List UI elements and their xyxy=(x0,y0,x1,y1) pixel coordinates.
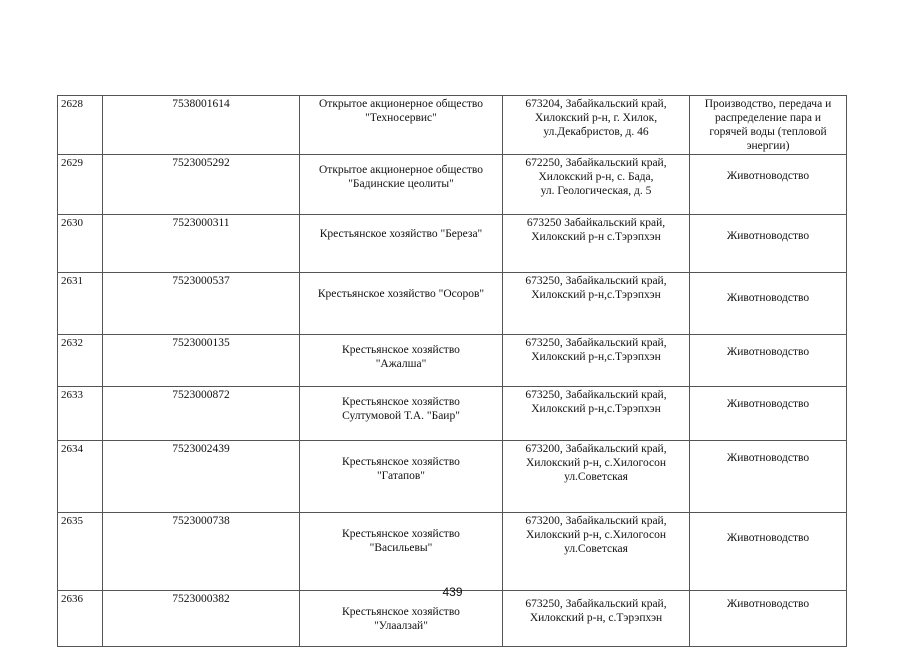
inn-cell: 7523002439 xyxy=(103,441,300,513)
address-line: 673250 Забайкальский край, xyxy=(526,217,666,229)
registry-table xyxy=(57,95,847,647)
company-name-line: "Улаалзай" xyxy=(374,620,428,632)
activity-line: Животноводство xyxy=(726,170,810,182)
company-name-line: "Васильевы" xyxy=(369,542,433,554)
address-line: Хилокский р-н, с.Хилогосон xyxy=(525,529,666,541)
address-cell xyxy=(503,215,690,273)
address-line: 673250, Забайкальский край, xyxy=(525,275,667,287)
table-row xyxy=(58,513,847,591)
row-number: 2632 xyxy=(58,335,103,387)
activity-line: Животноводство xyxy=(726,346,810,358)
activity-cell xyxy=(690,335,847,387)
page-number: 439 xyxy=(442,585,463,599)
activity-cell xyxy=(690,513,847,591)
company-name-line: Крестьянское хозяйство xyxy=(342,396,460,408)
registry-table-body xyxy=(58,96,847,647)
company-name-cell xyxy=(300,96,503,155)
activity-line: горячей воды (тепловой xyxy=(709,126,827,138)
table-row xyxy=(58,273,847,335)
company-name-cell xyxy=(300,441,503,513)
company-name-line: Крестьянское хозяйство "Осоров" xyxy=(317,288,485,300)
inn-cell: 7523000311 xyxy=(103,215,300,273)
address-line: 673200, Забайкальский край, xyxy=(525,515,667,527)
table-row xyxy=(58,335,847,387)
address-line: Хилокский р-н,с.Тэрэпхэн xyxy=(531,289,661,301)
address-line: 673250, Забайкальский край, xyxy=(525,598,667,610)
address-line: 672250, Забайкальский край, xyxy=(525,157,667,169)
address-line: 673250, Забайкальский край, xyxy=(525,337,667,349)
activity-line: Производство, передача и xyxy=(704,98,832,110)
address-line: ул. Геологическая, д. 5 xyxy=(540,185,652,197)
company-name-line: "Ажалша" xyxy=(375,358,427,370)
row-number: 2629 xyxy=(58,155,103,215)
activity-cell xyxy=(690,215,847,273)
company-name-cell xyxy=(300,513,503,591)
address-cell xyxy=(503,387,690,441)
address-line: 673200, Забайкальский край, xyxy=(525,443,667,455)
table-row xyxy=(58,387,847,441)
address-line: Хилокский р-н, г. Хилок, xyxy=(534,112,658,124)
row-number: 2636 xyxy=(58,591,103,647)
address-cell xyxy=(503,155,690,215)
address-line: Хилокский р-н, с.Тэрэпхэн xyxy=(529,612,663,624)
address-line: Хилокский р-н,с.Тэрэпхэн xyxy=(531,351,661,363)
activity-cell xyxy=(690,441,847,513)
activity-cell xyxy=(690,155,847,215)
table-row xyxy=(58,441,847,513)
activity-line: распределение пара и xyxy=(714,112,822,124)
company-name-line: "Техносервис" xyxy=(365,112,437,124)
activity-cell xyxy=(690,273,847,335)
address-line: ул.Советская xyxy=(564,543,628,555)
inn-cell: 7523000135 xyxy=(103,335,300,387)
row-number: 2635 xyxy=(58,513,103,591)
row-number: 2630 xyxy=(58,215,103,273)
inn-cell: 7523000872 xyxy=(103,387,300,441)
address-cell xyxy=(503,335,690,387)
company-name-line: Открытое акционерное общество xyxy=(319,164,483,176)
activity-cell xyxy=(690,96,847,155)
activity-line: Животноводство xyxy=(726,532,810,544)
table-row xyxy=(58,96,847,155)
inn-cell: 7523000382 xyxy=(103,591,300,647)
company-name-cell xyxy=(300,273,503,335)
address-line: 673204, Забайкальский край, xyxy=(525,98,667,110)
row-number: 2633 xyxy=(58,387,103,441)
address-line: Хилокский р-н с.Тэрэпхэн xyxy=(531,231,661,243)
address-cell xyxy=(503,273,690,335)
address-line: Хилокский р-н,с.Тэрэпхэн xyxy=(531,403,661,415)
company-name-cell xyxy=(300,155,503,215)
row-number: 2631 xyxy=(58,273,103,335)
inn-cell: 7538001614 xyxy=(103,96,300,155)
activity-line: Животноводство xyxy=(726,292,810,304)
address-line: ул.Декабристов, д. 46 xyxy=(543,126,649,138)
company-name-line: Крестьянское хозяйство xyxy=(342,606,460,618)
activity-line: Животноводство xyxy=(726,230,810,242)
company-name-line: Крестьянское хозяйство xyxy=(342,456,460,468)
address-cell xyxy=(503,441,690,513)
address-cell xyxy=(503,513,690,591)
company-name-line: Крестьянское хозяйство "Береза" xyxy=(319,228,483,240)
address-cell xyxy=(503,96,690,155)
company-name-line: "Бадинские цеолиты" xyxy=(348,178,454,190)
company-name-cell xyxy=(300,387,503,441)
inn-cell: 7523000537 xyxy=(103,273,300,335)
inn-cell: 7523000738 xyxy=(103,513,300,591)
inn-cell: 7523005292 xyxy=(103,155,300,215)
address-line: Хилокский р-н, с.Хилогосон xyxy=(525,457,666,469)
table-row xyxy=(58,215,847,273)
address-line: 673250, Забайкальский край, xyxy=(525,389,667,401)
company-name-line: "Гатапов" xyxy=(376,470,425,482)
address-line: ул.Советская xyxy=(564,471,628,483)
row-number: 2634 xyxy=(58,441,103,513)
activity-line: Животноводство xyxy=(726,398,810,410)
company-name-line: Крестьянское хозяйство xyxy=(342,528,460,540)
activity-line: Животноводство xyxy=(726,452,810,464)
activity-line: энергии) xyxy=(746,140,790,152)
company-name-cell xyxy=(300,335,503,387)
address-line: Хилокский р-н, с. Бада, xyxy=(538,171,654,183)
company-name-line: Открытое акционерное общество xyxy=(319,98,483,110)
table-row xyxy=(58,155,847,215)
activity-cell xyxy=(690,387,847,441)
company-name-line: Крестьянское хозяйство xyxy=(342,344,460,356)
activity-line: Животноводство xyxy=(726,598,810,610)
row-number: 2628 xyxy=(58,96,103,155)
company-name-line: Султумовой Т.А. "Баир" xyxy=(342,410,460,422)
company-name-cell xyxy=(300,215,503,273)
